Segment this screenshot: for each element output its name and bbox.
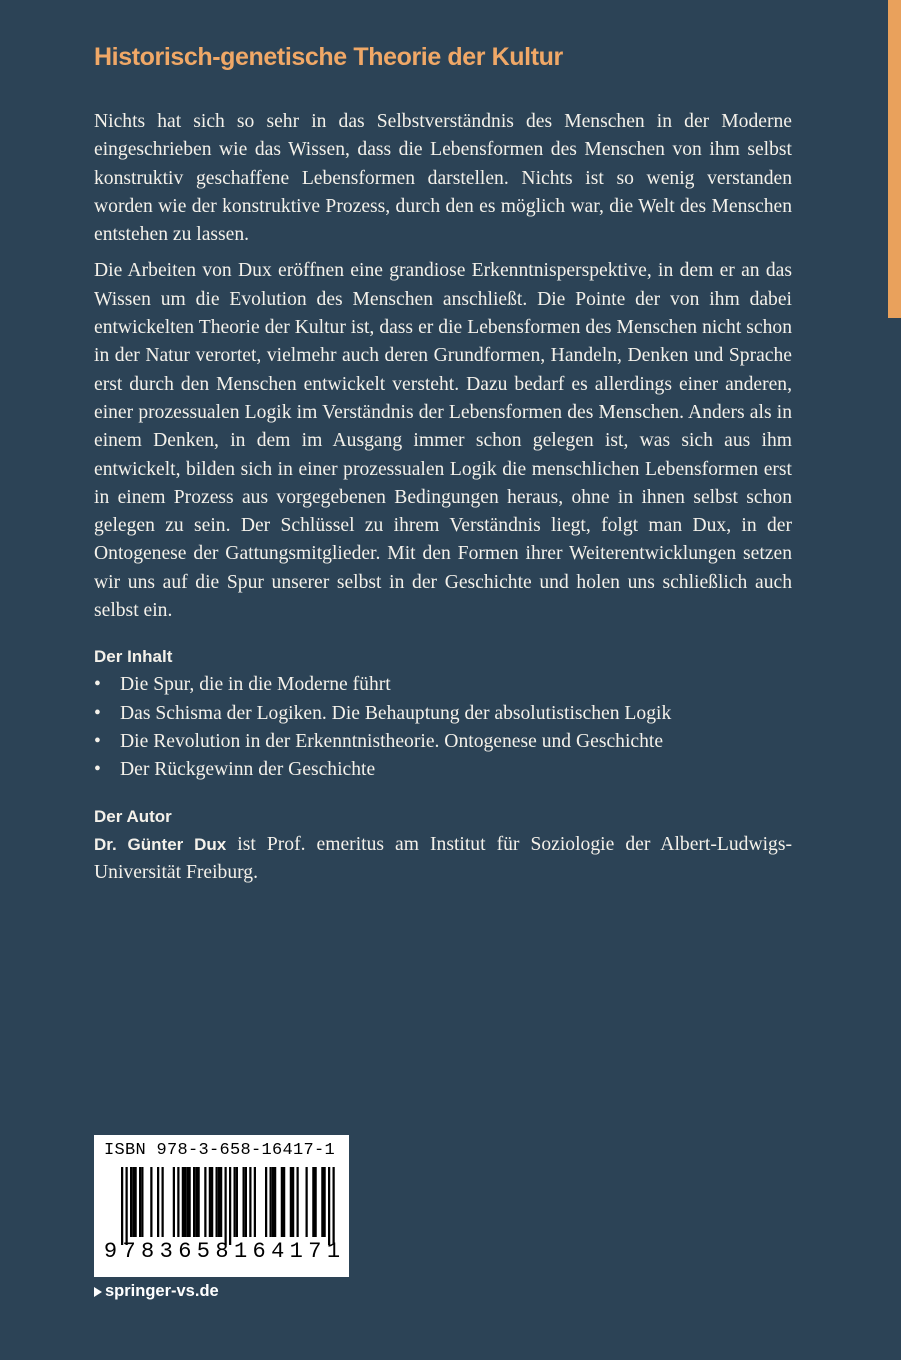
- publisher-link[interactable]: [94, 1282, 219, 1301]
- book-title: Historisch-genetische Theorie der Kultur: [94, 43, 563, 71]
- barcode-bar: [281, 1167, 283, 1237]
- bullet-icon: •: [94, 674, 101, 696]
- barcode-bar: [220, 1167, 222, 1237]
- barcode-digit: 3: [159, 1239, 173, 1264]
- barcode-bar: [198, 1167, 200, 1237]
- barcode-bar: [328, 1167, 330, 1245]
- barcode-bar: [186, 1167, 188, 1237]
- author-name: Dr. Günter Dux: [94, 834, 227, 854]
- barcode-bar: [290, 1167, 292, 1237]
- contents-heading: Der Inhalt: [94, 647, 173, 667]
- barcode-bar: [150, 1167, 152, 1237]
- barcode-bar: [312, 1167, 314, 1237]
- barcode-digit: 8: [215, 1239, 229, 1264]
- barcode-bar: [139, 1167, 141, 1237]
- barcode-bar: [272, 1167, 274, 1237]
- barcode-bar: [177, 1167, 179, 1237]
- contents-list: [94, 671, 792, 784]
- barcode-bar: [245, 1167, 247, 1237]
- bullet-icon: •: [94, 702, 101, 724]
- barcode-bar: [184, 1167, 186, 1237]
- barcode-bar: [211, 1167, 213, 1237]
- barcode-bar: [195, 1167, 197, 1237]
- barcode-bar: [324, 1167, 326, 1237]
- barcode-bar: [315, 1167, 317, 1237]
- barcode-digit: 7: [122, 1239, 136, 1264]
- accent-bar: [888, 0, 901, 318]
- barcode-bar: [216, 1167, 218, 1237]
- bullet-icon: •: [94, 730, 101, 752]
- bullet-icon: •: [94, 759, 101, 781]
- list-item-text: Der Rückgewinn der Geschichte: [120, 759, 376, 781]
- barcode-bar: [162, 1167, 164, 1237]
- isbn-label: ISBN 978-3-658-16417-1: [104, 1141, 336, 1160]
- publisher-url: springer-vs.de: [105, 1282, 219, 1300]
- barcode-bar: [236, 1167, 238, 1237]
- barcode-bar: [126, 1167, 128, 1245]
- barcode-bar: [157, 1167, 159, 1237]
- barcode-bar: [254, 1167, 256, 1237]
- author-bio: [94, 831, 792, 888]
- author-bio-text: ist Prof. emeritus am Institut für Soziologie der Albert-Ludwigs-Universität Freiburg.: [94, 833, 792, 883]
- barcode-bar: [121, 1167, 123, 1245]
- list-item-text: Das Schisma der Logiken. Die Behauptung der absolutistischen Logik: [120, 702, 672, 724]
- barcode-digit: 7: [308, 1239, 322, 1264]
- barcode-digits: [102, 1239, 342, 1264]
- barcode-bar: [130, 1167, 132, 1237]
- isbn-barcode: [94, 1135, 349, 1277]
- barcode-bar: [297, 1167, 299, 1237]
- arrow-right-icon: [94, 1287, 102, 1297]
- barcode-bar: [135, 1167, 137, 1237]
- barcode-bar: [333, 1167, 335, 1245]
- author-heading: Der Autor: [94, 806, 172, 826]
- barcode-bar: [132, 1167, 134, 1237]
- barcode-digit: 5: [196, 1239, 210, 1264]
- barcode-digit: 1: [233, 1239, 248, 1264]
- barcode-bar: [321, 1167, 323, 1237]
- barcode-bar: [306, 1167, 308, 1237]
- barcode-bar: [292, 1167, 294, 1237]
- barcode-bar: [193, 1167, 195, 1237]
- barcode-digit: 1: [326, 1239, 341, 1264]
- barcode-bar: [141, 1167, 143, 1237]
- list-item: [94, 671, 792, 699]
- barcode-bar: [204, 1167, 206, 1237]
- list-item: [94, 728, 792, 756]
- list-item-text: Die Revolution in der Erkenntnistheorie. Ontogenese und Geschichte: [120, 730, 664, 752]
- description-paragraph: Die Arbeiten von Dux eröffnen eine grandiose Erkenntnisperspektive, in dem er an das Wissen um die Evolution des Menschen anschließt. Die Pointe der von ihm dabei entwickelten Theorie der Kultur ist, dass er die Lebensformen des Menschen nicht schon in der Natur verortet, vielmehr auch deren Grundformen, Handeln, Denken und Sprache erst durch den Menschen entwickelt versteht. Dazu bedarf es allerdings einer anderen, einer prozessualen Logik im Verständnis der Lebensformen des Menschen. Anders als in einem Denken, in dem im Ausgang immer schon gelegen ist, was sich aus ihm entwickelt, bilden sich in einer prozessualen Logik die menschlichen Lebensformen erst in einem Prozess aus vorgegebenen Bedingungen heraus, ohne in ihnen selbst schon gelegen zu sein. Der Schlüssel zu ihrem Verständnis liegt, folgt man Dux, in der Ontogenese der Gattungsmitglieder. Mit den Formen ihrer Weiterentwicklungen setzen wir uns auf die Spur unserer selbst in der Geschichte und holen uns schließlich auch selbst ein.: [94, 260, 792, 622]
- back-cover-content: [94, 40, 792, 887]
- barcode-bar: [249, 1167, 251, 1237]
- barcode-bar: [218, 1167, 220, 1237]
- barcode-digit: 6: [252, 1239, 266, 1264]
- barcode-bar: [173, 1167, 175, 1237]
- list-item: [94, 756, 792, 784]
- barcode-digit: 4: [271, 1239, 285, 1264]
- list-item: [94, 700, 792, 728]
- barcode-bar: [209, 1167, 211, 1237]
- barcode-bar: [274, 1167, 276, 1237]
- list-item-text: Die Spur, die in die Moderne führt: [120, 674, 391, 696]
- barcode-digit: 1: [289, 1239, 303, 1264]
- barcode-digit: 9: [103, 1239, 118, 1264]
- barcode-bar: [243, 1167, 245, 1237]
- barcode-bar: [270, 1167, 272, 1237]
- barcode-bar: [189, 1167, 191, 1237]
- intro-paragraph: Nichts hat sich so sehr in das Selbstverständnis des Menschen in der Moderne eingeschrieben wie das Wissen, dass die Lebensformen des Menschen von ihm selbst konstruktiv geschaffene Lebensformen darstellen. Nichts ist so wenig verstanden worden wie der konstruktive Prozess, durch den es möglich war, die Welt des Menschen entstehen zu lassen.: [94, 111, 792, 246]
- barcode-digit: 6: [178, 1239, 192, 1264]
- barcode-bar: [234, 1167, 236, 1237]
- barcode-bar: [265, 1167, 267, 1237]
- barcode-bar: [229, 1167, 231, 1245]
- barcode-bar: [182, 1167, 184, 1237]
- barcode-bar: [283, 1167, 285, 1237]
- barcode-digit: 8: [141, 1239, 155, 1264]
- barcode-bar: [225, 1167, 227, 1245]
